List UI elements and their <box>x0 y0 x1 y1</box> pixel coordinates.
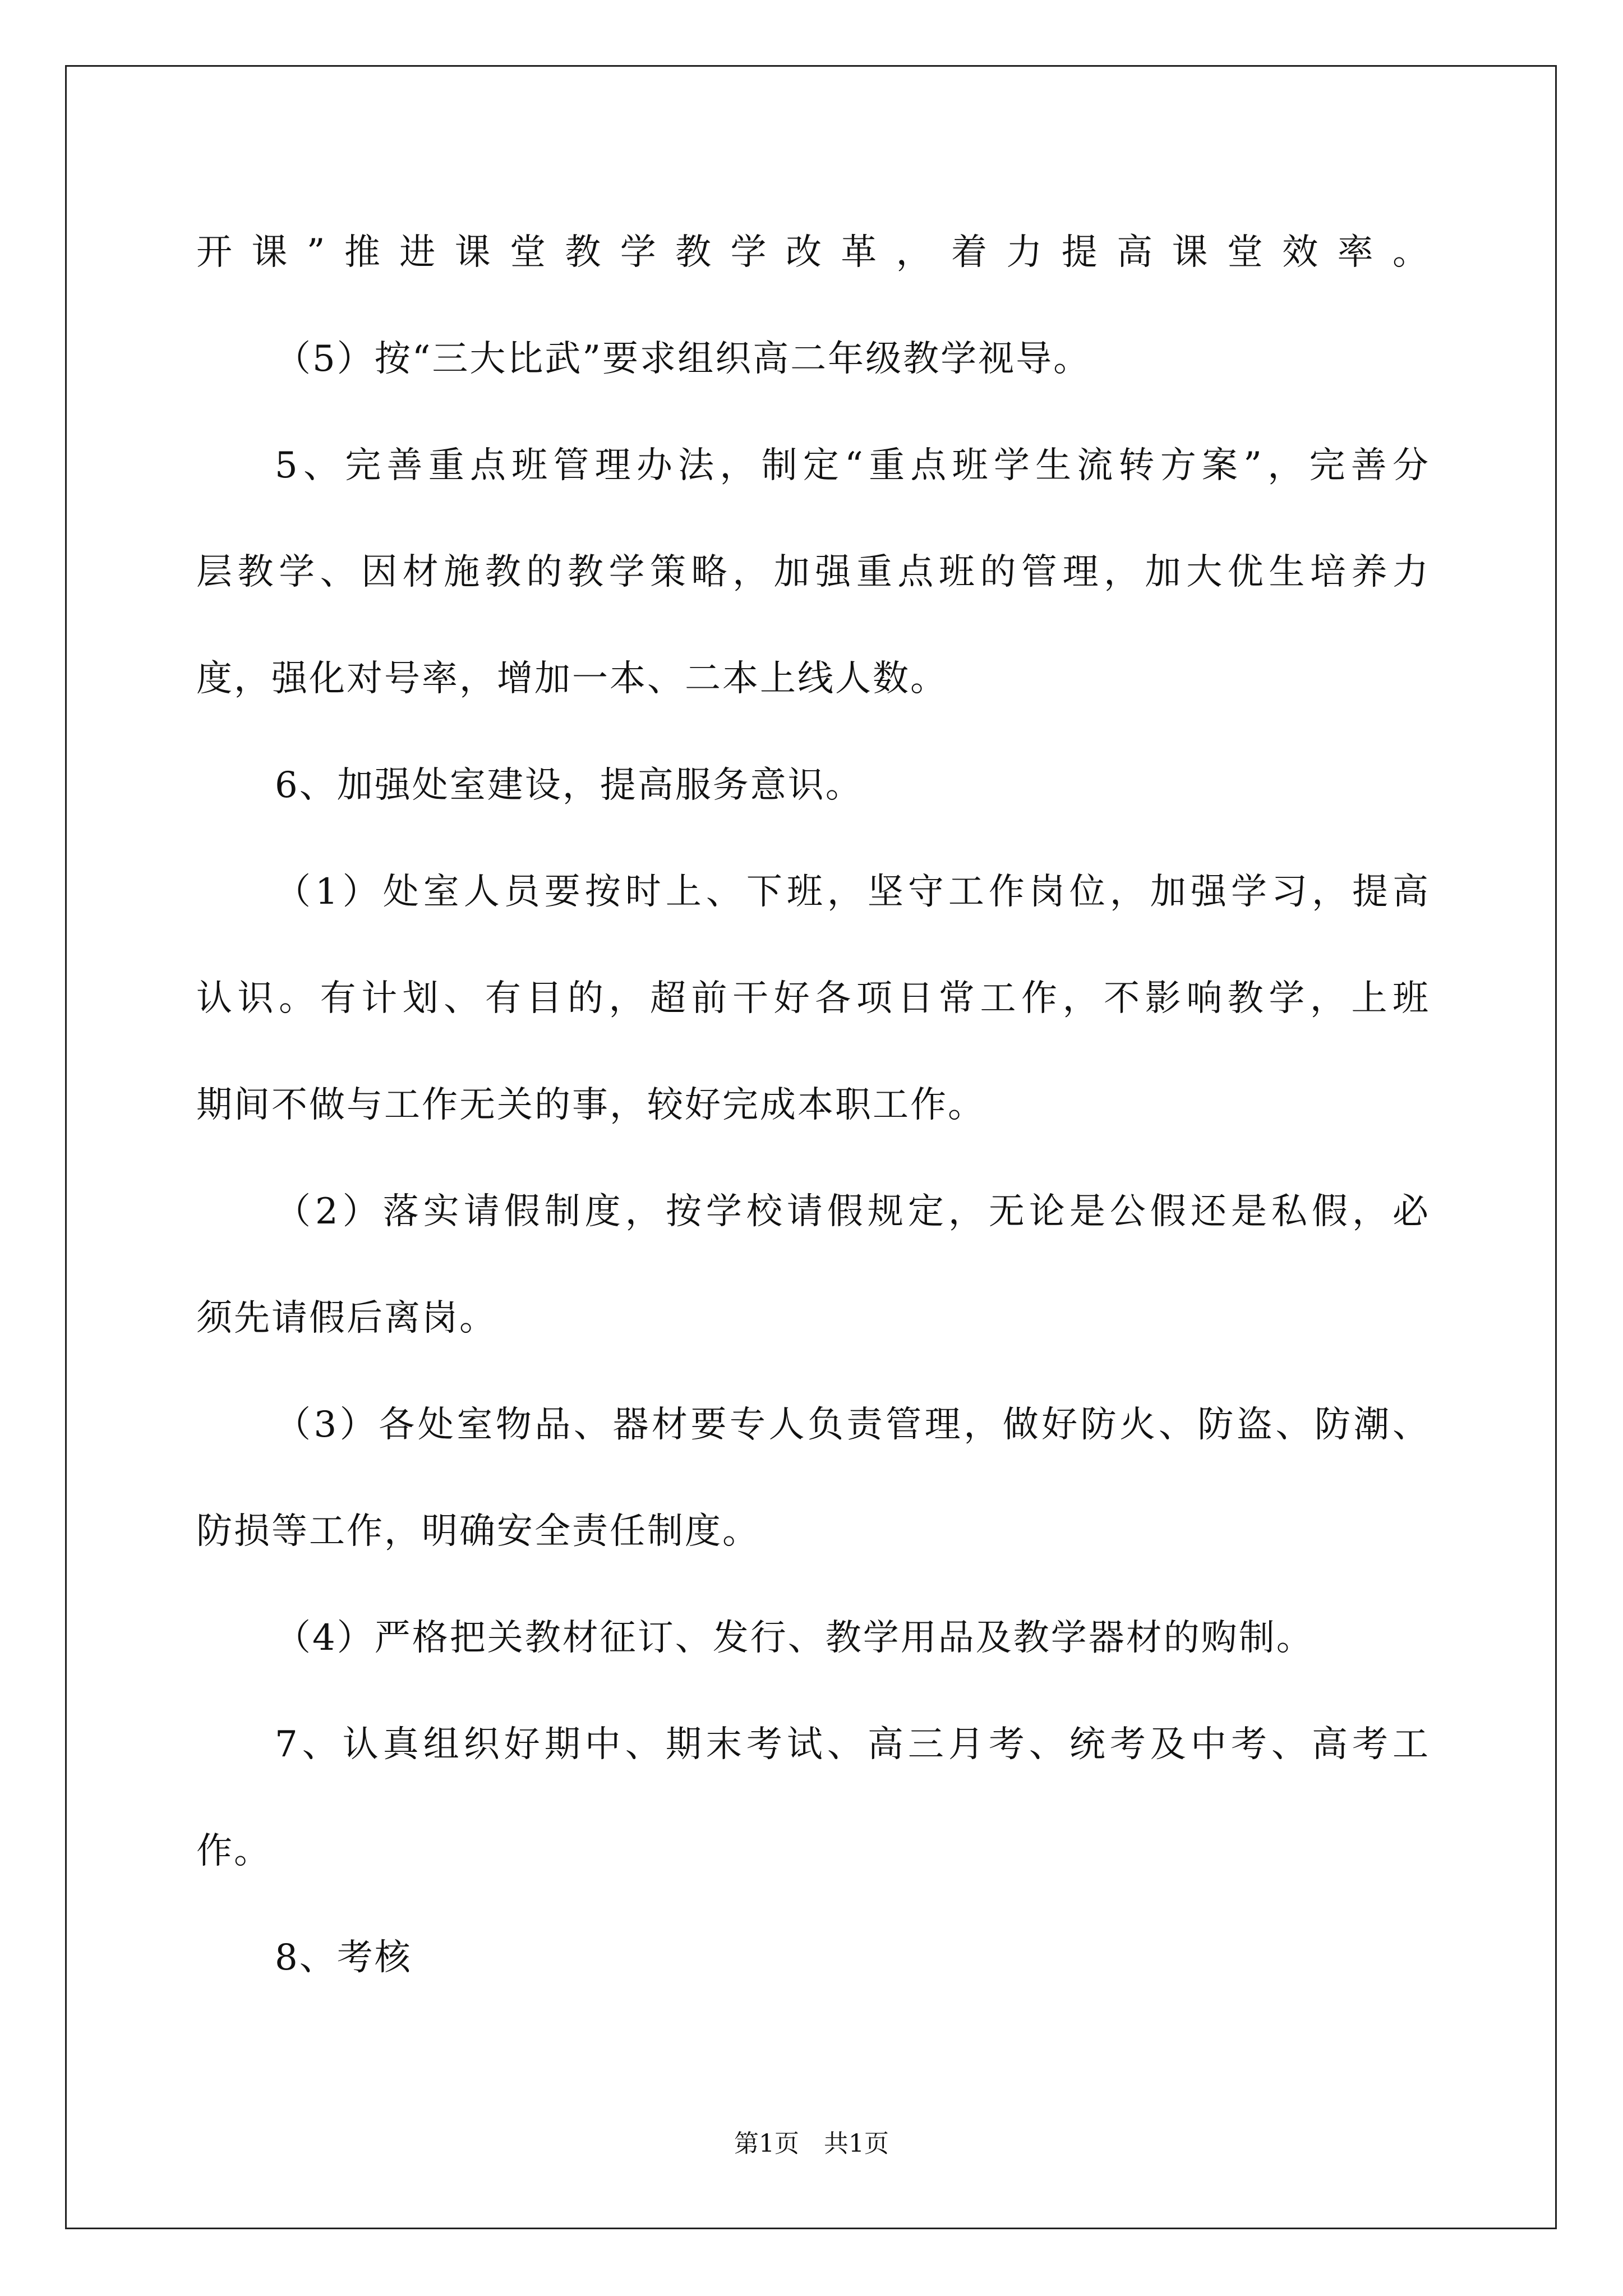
paragraph-line-8: 认识。有计划、有目的，超前干好各项日常工作，不影响教学，上班 <box>196 978 1430 1019</box>
paragraph-line-11: 须先请假后离岗。 <box>196 1297 497 1339</box>
paragraph-line-10: （2）落实请假制度，按学校请假规定，无论是公假还是私假，必 <box>275 1191 1430 1232</box>
page-footer: 第1页 共1页 <box>734 2129 889 2158</box>
paragraph-line-16: 作。 <box>196 1830 271 1872</box>
paragraph-line-17: 8、考核 <box>275 1937 412 1978</box>
paragraph-line-14: （4）严格把关教材征订、发行、教学用品及教学器材的购制。 <box>275 1617 1314 1659</box>
paragraph-line-9: 期间不做与工作无关的事，较好完成本职工作。 <box>196 1084 985 1126</box>
paragraph-line-15: 7、认真组织好期中、期末考试、高三月考、统考及中考、高考工 <box>275 1724 1430 1765</box>
paragraph-line-2: （5）按“三大比武”要求组织高二年级教学视导。 <box>275 338 1091 380</box>
paragraph-line-13: 防损等工作，明确安全责任制度。 <box>196 1511 760 1552</box>
paragraph-line-4: 层教学、因材施教的教学策略，加强重点班的管理，加大优生培养力 <box>196 551 1430 593</box>
paragraph-line-5: 度，强化对号率，增加一本、二本上线人数。 <box>196 658 948 700</box>
paragraph-line-3: 5、完善重点班管理办法，制定“重点班学生流转方案”，完善分 <box>275 445 1430 486</box>
page-border <box>65 65 1557 2229</box>
paragraph-line-6: 6、加强处室建设，提高服务意识。 <box>275 765 863 806</box>
paragraph-line-12: （3）各处室物品、器材要专人负责管理，做好防火、防盗、防潮、 <box>275 1404 1430 1446</box>
paragraph-line-7: （1）处室人员要按时上、下班，坚守工作岗位，加强学习，提高 <box>275 871 1430 913</box>
paragraph-line-1: 开课”推进课堂教学教学改革，着力提高课堂效率。 <box>196 232 1430 273</box>
